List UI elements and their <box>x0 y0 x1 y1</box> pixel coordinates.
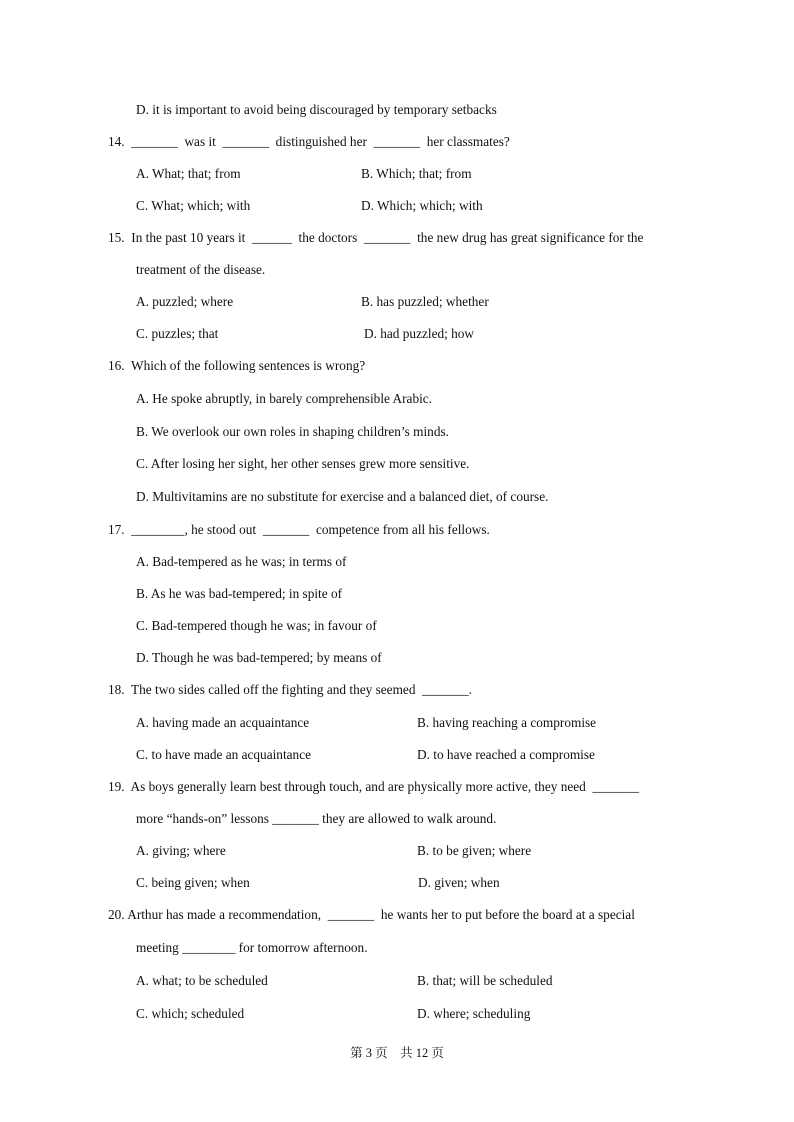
q15-stem-line2: treatment of the disease. <box>136 262 266 277</box>
q18-option-b: B. having reaching a compromise <box>417 715 597 730</box>
q19-option-d: D. given; when <box>418 875 500 890</box>
q20-stem-line2: meeting ________ for tomorrow afternoon. <box>136 940 368 955</box>
q13-option-d: D. it is important to avoid being discouraged by temporary setbacks <box>136 102 497 117</box>
q18-stem: 18. The two sides called off the fighting and they seemed _______. <box>108 682 472 697</box>
q14-option-a: A. What; that; from <box>136 166 241 181</box>
q20-option-d: D. where; scheduling <box>417 1006 531 1021</box>
q17-stem: 17. ________, he stood out _______ competence from all his fellows. <box>108 522 490 537</box>
q17-option-a: A. Bad-tempered as he was; in terms of <box>136 554 347 569</box>
q14-option-c: C. What; which; with <box>136 198 251 213</box>
q16-option-d: D. Multivitamins are no substitute for exercise and a balanced diet, of course. <box>136 489 549 504</box>
q14-stem: 14. _______ was it _______ distinguished her _______ her classmates? <box>108 134 510 149</box>
q17-option-c: C. Bad-tempered though he was; in favour of <box>136 618 377 633</box>
q15-option-b: B. has puzzled; whether <box>361 294 489 309</box>
q16-option-c: C. After losing her sight, her other senses grew more sensitive. <box>136 456 470 471</box>
q20-stem-line1: 20. Arthur has made a recommendation, _______ he wants her to put before the board at a special <box>108 907 635 922</box>
q19-option-a: A. giving; where <box>136 843 226 858</box>
q16-option-a: A. He spoke abruptly, in barely comprehensible Arabic. <box>136 391 433 406</box>
q15-option-a: A. puzzled; where <box>136 294 234 309</box>
q15-option-d: D. had puzzled; how <box>364 326 475 341</box>
q20-option-b: B. that; will be scheduled <box>417 973 553 988</box>
q17-option-d: D. Though he was bad-tempered; by means of <box>136 650 382 665</box>
q14-option-d: D. Which; which; with <box>361 198 483 213</box>
q19-option-b: B. to be given; where <box>417 843 532 858</box>
page-number-footer: 第 3 页 共 12 页 <box>350 1046 444 1060</box>
q19-stem-line2: more “hands-on” lessons _______ they are allowed to walk around. <box>136 811 497 826</box>
q19-option-c: C. being given; when <box>136 875 250 890</box>
q17-option-b: B. As he was bad-tempered; in spite of <box>136 586 343 601</box>
q15-stem-line1: 15. In the past 10 years it ______ the doctors _______ the new drug has great significance for the <box>108 230 644 245</box>
q20-option-c: C. which; scheduled <box>136 1006 245 1021</box>
q19-stem-line1: 19. As boys generally learn best through touch, and are physically more active, they need _______ <box>108 779 639 794</box>
q18-option-a: A. having made an acquaintance <box>136 715 310 730</box>
q16-stem: 16. Which of the following sentences is wrong? <box>108 358 366 373</box>
q14-option-b: B. Which; that; from <box>361 166 472 181</box>
q20-option-a: A. what; to be scheduled <box>136 973 268 988</box>
q16-option-b: B. We overlook our own roles in shaping children’s minds. <box>136 424 449 439</box>
q18-option-c: C. to have made an acquaintance <box>136 747 311 762</box>
q18-option-d: D. to have reached a compromise <box>417 747 595 762</box>
q15-option-c: C. puzzles; that <box>136 326 219 341</box>
